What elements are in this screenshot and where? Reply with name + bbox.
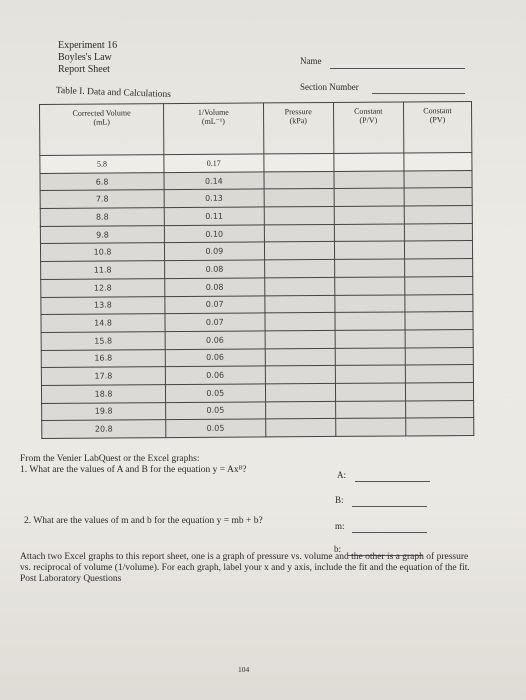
answer-m-label: m: <box>335 521 345 531</box>
constant-product-cell <box>405 276 473 294</box>
inverse-volume-cell: 0.06 <box>165 331 265 349</box>
constant-ratio-cell <box>335 401 405 419</box>
inverse-volume-cell: 0.09 <box>165 242 265 260</box>
constant-ratio-cell <box>335 294 405 312</box>
constant-product-cell <box>404 170 472 188</box>
col-header-constant-pv-product <box>403 101 472 152</box>
report-sheet-label: Report Sheet <box>58 64 110 75</box>
volume-cell: 13.8 <box>41 296 165 315</box>
constant-product-cell <box>404 241 472 259</box>
col-header-pressure-unit: (kPa) <box>289 116 307 126</box>
volume-cell: 19.8 <box>42 402 166 421</box>
col-header-constant2-unit: (PV) <box>429 115 446 125</box>
table-caption: Table I. Data and Calculations <box>55 86 172 101</box>
table-row <box>42 418 474 439</box>
pressure-cell <box>264 242 334 260</box>
constant-product-cell <box>404 188 472 206</box>
experiment-title: Boyles's Law <box>58 52 112 63</box>
constant-product-cell <box>404 152 472 170</box>
section-number-label: Section Number <box>300 82 359 92</box>
constant-product-cell <box>405 312 473 330</box>
answer-b-label: B: <box>335 495 344 505</box>
constant-ratio-cell <box>335 418 405 436</box>
inverse-volume-cell: 0.08 <box>165 260 265 278</box>
volume-cell: 9.8 <box>40 225 164 244</box>
col-header-volume-unit: (mL) <box>93 117 110 127</box>
col-header-inverse-title: 1/Volume <box>197 107 229 117</box>
inverse-volume-cell: 0.05 <box>166 402 266 420</box>
pressure-cell <box>265 330 335 348</box>
volume-cell: 11.8 <box>41 261 165 280</box>
table-header-row <box>40 101 472 155</box>
volume-cell: 15.8 <box>41 332 165 351</box>
pressure-cell <box>263 153 333 171</box>
constant-ratio-cell <box>334 259 404 277</box>
inverse-volume-cell: 0.08 <box>165 278 265 296</box>
constant-product-cell <box>405 400 473 418</box>
volume-cell: 5.8 <box>40 155 164 174</box>
inverse-volume-cell: 0.07 <box>165 295 265 313</box>
pressure-cell <box>264 171 334 189</box>
experiment-header <box>58 40 117 76</box>
volume-cell: 10.8 <box>40 243 164 262</box>
inverse-volume-cell: 0.13 <box>164 189 264 207</box>
inverse-volume-cell: 0.10 <box>164 225 264 243</box>
constant-ratio-cell <box>334 188 404 206</box>
constant-ratio-cell <box>335 383 405 401</box>
volume-cell: 16.8 <box>41 349 165 368</box>
volume-cell: 20.8 <box>42 420 166 439</box>
pressure-cell <box>264 207 334 225</box>
table-body <box>40 152 474 438</box>
volume-cell: 14.8 <box>41 314 165 333</box>
volume-cell: 6.8 <box>40 172 164 191</box>
volume-cell: 8.8 <box>40 208 164 227</box>
answer-b2-label: b: <box>334 544 342 554</box>
constant-product-cell <box>405 382 473 400</box>
experiment-number: Experiment 16 <box>58 40 118 51</box>
col-header-inverse <box>164 103 264 155</box>
pressure-cell <box>264 277 334 295</box>
question-2: 2. What are the values of m and b for the equation y = mb + b? <box>24 516 263 526</box>
answer-a-line <box>355 481 430 482</box>
constant-ratio-cell <box>335 365 405 383</box>
page-number: 104 <box>238 665 250 674</box>
answer-m-line <box>352 532 427 533</box>
constant-product-cell <box>404 259 472 277</box>
col-header-volume-title: Corrected Volume <box>72 108 131 118</box>
pressure-cell <box>265 348 335 366</box>
constant-product-cell <box>405 294 473 312</box>
pressure-cell <box>264 189 334 207</box>
constant-product-cell <box>404 206 472 224</box>
pressure-cell <box>265 383 335 401</box>
constant-ratio-cell <box>335 348 405 366</box>
col-header-inverse-unit: (mL⁻¹) <box>201 116 225 126</box>
answer-b-line <box>352 506 427 507</box>
inverse-volume-cell: 0.05 <box>166 419 266 437</box>
pressure-cell <box>264 295 334 313</box>
col-header-constant1-title: Constant <box>354 106 383 116</box>
constant-ratio-cell <box>335 312 405 330</box>
constant-product-cell <box>405 329 473 347</box>
instructions-paragraph <box>20 552 470 585</box>
volume-cell: 18.8 <box>41 385 165 404</box>
col-header-pressure <box>263 102 333 153</box>
constant-product-cell <box>405 365 473 383</box>
inverse-volume-cell: 0.06 <box>165 348 265 366</box>
volume-cell: 7.8 <box>40 190 164 209</box>
pressure-cell <box>265 419 335 437</box>
col-header-volume <box>40 104 164 156</box>
data-table <box>39 101 474 439</box>
post-lab-heading: Post Laboratory Questions <box>20 574 122 584</box>
name-blank-line <box>330 68 465 69</box>
pressure-cell <box>265 366 335 384</box>
constant-product-cell <box>405 347 473 365</box>
pressure-cell <box>264 224 334 242</box>
constant-product-cell <box>405 418 473 436</box>
constant-ratio-cell <box>334 153 404 171</box>
section-blank-line <box>372 93 465 94</box>
inverse-volume-cell: 0.17 <box>164 154 264 172</box>
graph-instructions: Attach two Excel graphs to this report sheet, one is a graph of pressure vs. volume and the other is a graph of pressure vs. reciprocal of volume (1/volume). For each graph, label your x and y axis, include the fit and the equation of the fit. <box>20 552 470 573</box>
col-header-constant-pv-ratio <box>333 102 403 153</box>
constant-ratio-cell <box>334 241 404 259</box>
answer-a-label: A: <box>337 470 346 480</box>
inverse-volume-cell: 0.14 <box>164 172 264 190</box>
constant-ratio-cell <box>334 206 404 224</box>
pressure-cell <box>265 401 335 419</box>
col-header-constant2-title: Constant <box>423 106 452 116</box>
constant-product-cell <box>404 223 472 241</box>
inverse-volume-cell: 0.05 <box>165 384 265 402</box>
pressure-cell <box>265 313 335 331</box>
constant-ratio-cell <box>335 330 405 348</box>
constant-ratio-cell <box>334 224 404 242</box>
inverse-volume-cell: 0.07 <box>165 313 265 331</box>
question-1: 1. What are the values of A and B for the equation y = Axᴮ? <box>20 465 247 475</box>
volume-cell: 17.8 <box>41 367 165 386</box>
name-label: Name <box>300 56 322 66</box>
col-header-pressure-title: Pressure <box>284 107 312 117</box>
inverse-volume-cell: 0.06 <box>165 366 265 384</box>
questions-intro: From the Venier LabQuest or the Excel graphs: <box>20 454 200 464</box>
inverse-volume-cell: 0.11 <box>164 207 264 225</box>
constant-ratio-cell <box>334 171 404 189</box>
constant-ratio-cell <box>334 277 404 295</box>
volume-cell: 12.8 <box>41 278 165 297</box>
col-header-constant1-unit: (P/V) <box>359 115 378 125</box>
pressure-cell <box>264 260 334 278</box>
